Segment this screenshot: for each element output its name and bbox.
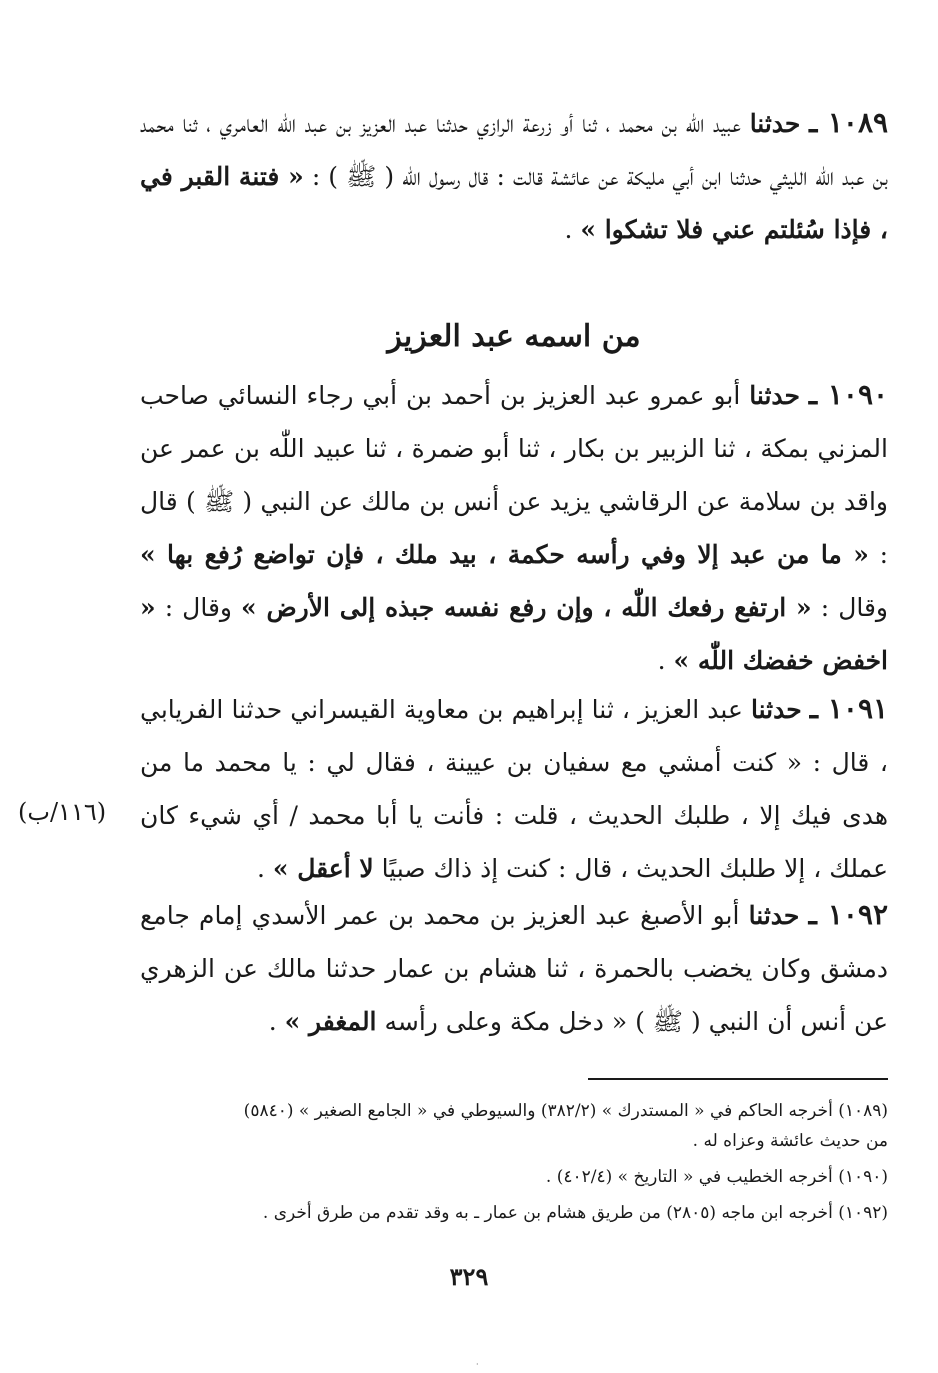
- page-number: ٣٢٩: [449, 1262, 489, 1291]
- hadith-1092: [140, 888, 888, 1048]
- hadith-number: ١٠٩١ ـ: [809, 692, 889, 725]
- hadith-text: عبد العزيز ، ثنا إبراهيم بن معاوية القيسراني حدثنا الفريابي ، قال : « كنت أمشي مع سفيان بن عيينة ، فقال لي : يا محمد ما من هدى فيك إلا ، طلبك الحديث ، قلت : فأنت يا أبا محمد / أي شيء كان عملك ، إلا طلبك الحديث ، قال : كنت إذ ذاك صبيًا: [140, 695, 888, 883]
- hadith-quote: « فتنة القبر في ، فإذا سُئلتم عني فلا تشكوا »: [140, 162, 888, 244]
- footnote-1090: (١٠٩٠) أخرجه الخطيب في « التاريخ » (٤٠٢/٤) .: [545, 1167, 888, 1187]
- scan-speck: ·: [476, 1360, 479, 1369]
- hadith-text: وقال :: [820, 593, 889, 622]
- footnote-divider: [588, 1078, 888, 1080]
- hadith-quote: المغفر »: [284, 1007, 377, 1036]
- hadith-end: .: [268, 1007, 277, 1036]
- hadith-lead: حدثنا: [750, 695, 802, 724]
- section-heading: من اسمه عبد العزيز: [387, 319, 641, 354]
- hadith-lead: حدثنا: [748, 901, 800, 930]
- hadith-end: .: [657, 646, 666, 675]
- hadith-number: ١٠٩٢ ـ: [808, 898, 888, 931]
- hadith-quote: لا أعقل »: [272, 854, 374, 883]
- footnote-1089: (١٠٨٩) أخرجه الحاكم في « المستدرك » (٣٨٢/٢) والسيوطي في « الجامع الصغير » (٥٨٤٠): [243, 1101, 888, 1121]
- hadith-number: ١٠٨٩ ـ: [809, 106, 889, 139]
- footnote-1089-cont: من حديث عائشة وعزاه له .: [692, 1131, 888, 1151]
- hadith-text: عبيد اللّٰه بن محمد ، ثنا أو زرعة الرازي حدثنا عبد العزيز بن عبد اللّٰه العامري ، ثنا محمد بن عبد اللّٰه الليثي حدثنا ابن أبي مليكة عن عائشة قالت : قال رسول اللّٰه ( ﷺ ) :: [140, 109, 888, 191]
- hadith-number: ١٠٩٠ ـ: [808, 378, 889, 411]
- footnotes: [140, 1096, 888, 1228]
- manuscript-folio-note: (١١٦/ب): [18, 798, 107, 826]
- hadith-end: .: [256, 854, 265, 883]
- hadith-quote: « ما من عبد إلا وفي رأسه حكمة ، بيد ملك ، فإن تواضع رُفع بها »: [140, 540, 869, 569]
- hadith-lead: حدثنا: [749, 381, 800, 410]
- hadith-lead: حدثنا: [749, 109, 801, 138]
- hadith-end: .: [564, 215, 573, 244]
- hadith-quote: « اخفض خفضك اللّٰه »: [140, 593, 888, 675]
- hadith-text: أبو الأصبغ عبد العزيز بن محمد بن عمر الأسدي إمام جامع دمشق وكان يخضب بالحمرة ، ثنا هشام بن عمار حدثنا مالك عن الزهري عن أنس أن النبي ( ﷺ ) « دخل مكة وعلى رأسه: [140, 901, 888, 1036]
- hadith-1090: [140, 368, 888, 687]
- hadith-quote: « ارتفع رفعك اللّٰه ، وإن رفع نفسه جبذه إلى الأرض »: [241, 593, 812, 622]
- footnote-1092: (١٠٩٢) أخرجه ابن ماجه (٢٨٠٥) من طريق هشام بن عمار ـ به وقد تقدم من طرق أخرى .: [262, 1203, 888, 1223]
- hadith-1089: [140, 96, 888, 256]
- hadith-text: أبو عمرو عبد العزيز بن أحمد بن أبي رجاء النسائي صاحب المزني بمكة ، ثنا الزبير بن بكار ، ثنا أبو ضمرة ، ثنا عبيد اللّٰه بن عمر عن واقد بن سلامة عن الرقاشي يزيد عن أنس بن مالك عن النبي ( ﷺ ) قال :: [140, 381, 889, 569]
- hadith-1091: [140, 682, 888, 895]
- hadith-text: وقال :: [164, 593, 232, 622]
